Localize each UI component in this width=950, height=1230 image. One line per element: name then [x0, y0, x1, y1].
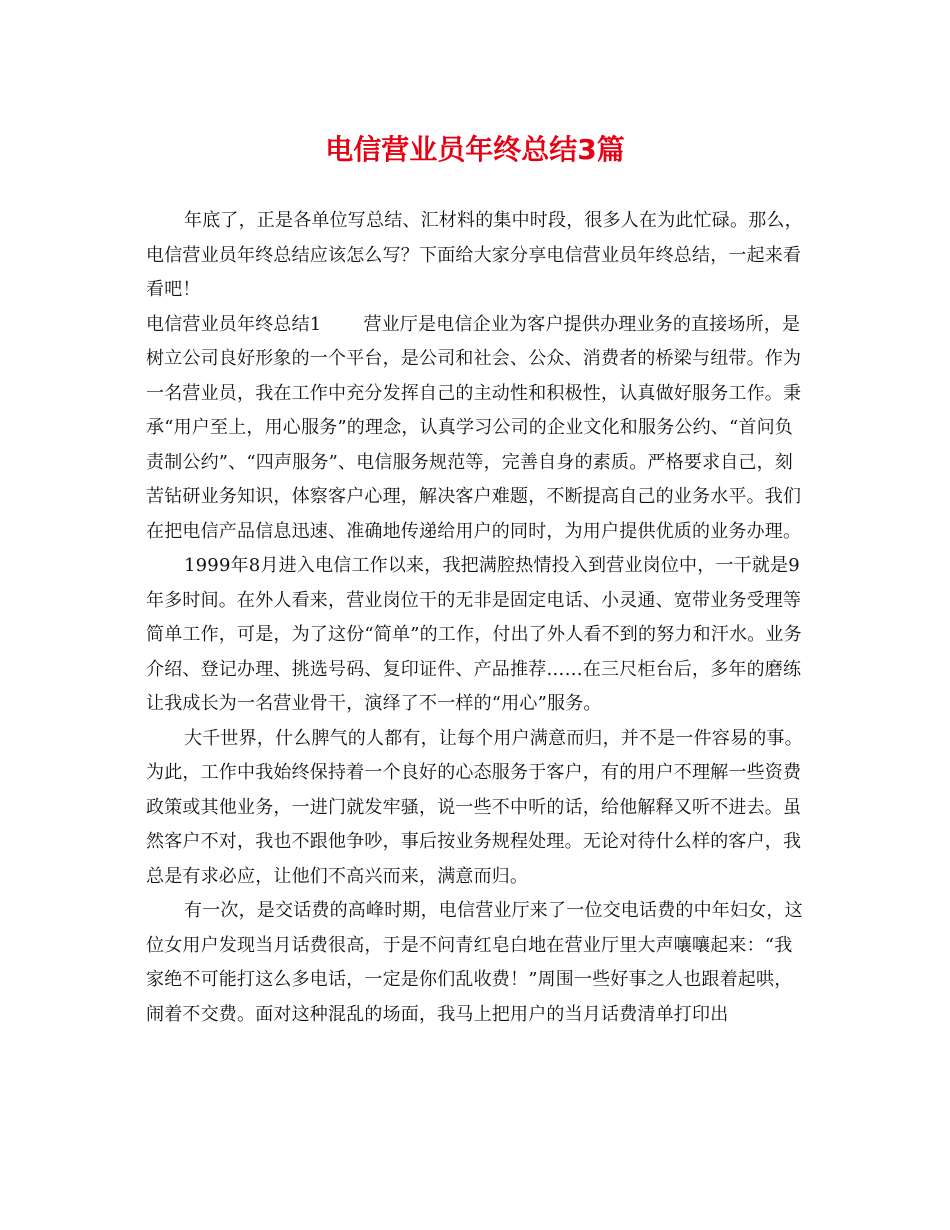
document-body	[146, 204, 810, 1032]
intro-paragraph: 年底了，正是各单位写总结、汇材料的集中时段，很多人在为此忙碌。那么，电信营业员年终总结应该怎么写？下面给大家分享电信营业员年终总结，一起来看看吧！	[146, 210, 803, 300]
section-1-text: 营业厅是电信企业为客户提供办理业务的直接场所，是树立公司良好形象的一个平台，是公司和社会、公众、消费者的桥梁与纽带。作为一名营业员，我在工作中充分发挥自己的主动性和积极性，认真做好服务工作。秉承“用户至上，用心服务”的理念，认真学习公司的企业文化和服务公约、“首问负责制公约”、“四声服务”、电信服务规范等，完善自身的素质。严格要求自己，刻苦钻研业务知识，体察客户心理，解决客户难题，不断提高自己的业务水平。我们在把电信产品信息迅速、准确地传递给用户的同时，为用户提供优质的业务办理。	[146, 313, 802, 542]
section-1-paragraph	[146, 308, 810, 550]
document-title: 电信营业员年终总结3篇	[325, 133, 625, 166]
paragraph-4: 有一次，是交话费的高峰时期，电信营业厅来了一位交电话费的中年妇女，这位女用户发现当月话费很高，于是不问青红皂白地在营业厅里大声嚷嚷起来：“我家绝不可能打这么多电话，一定是你们乱收费！”周围一些好事之人也跟着起哄，闹着不交费。面对这种混乱的场面，我马上把用户的当月话费清单打印出	[146, 900, 803, 1025]
section-1-heading: 电信营业员年终总结1	[146, 313, 322, 335]
paragraph-3: 大千世界，什么脾气的人都有，让每个用户满意而归，并不是一件容易的事。为此，工作中我始终保持着一个良好的心态服务于客户，有的用户不理解一些资费政策或其他业务，一进门就发牢骚，说一些不中听的话，给他解释又听不进去。虽然客户不对，我也不跟他争吵，事后按业务规程处理。无论对待什么样的客户，我总是有求必应，让他们不高兴而来，满意而归。	[146, 727, 803, 887]
paragraph-2: 1999年8月进入电信工作以来，我把满腔热情投入到营业岗位中，一干就是9年多时间。在外人看来，营业岗位干的无非是固定电话、小灵通、宽带业务受理等简单工作，可是，为了这份“简单”的工作，付出了外人看不到的努力和汗水。业务介绍、登记办理、挑选号码、复印证件、产品推荐……在三尺柜台后，多年的磨练让我成长为一名营业骨干，演绎了不一样的“用心”服务。	[146, 555, 802, 714]
